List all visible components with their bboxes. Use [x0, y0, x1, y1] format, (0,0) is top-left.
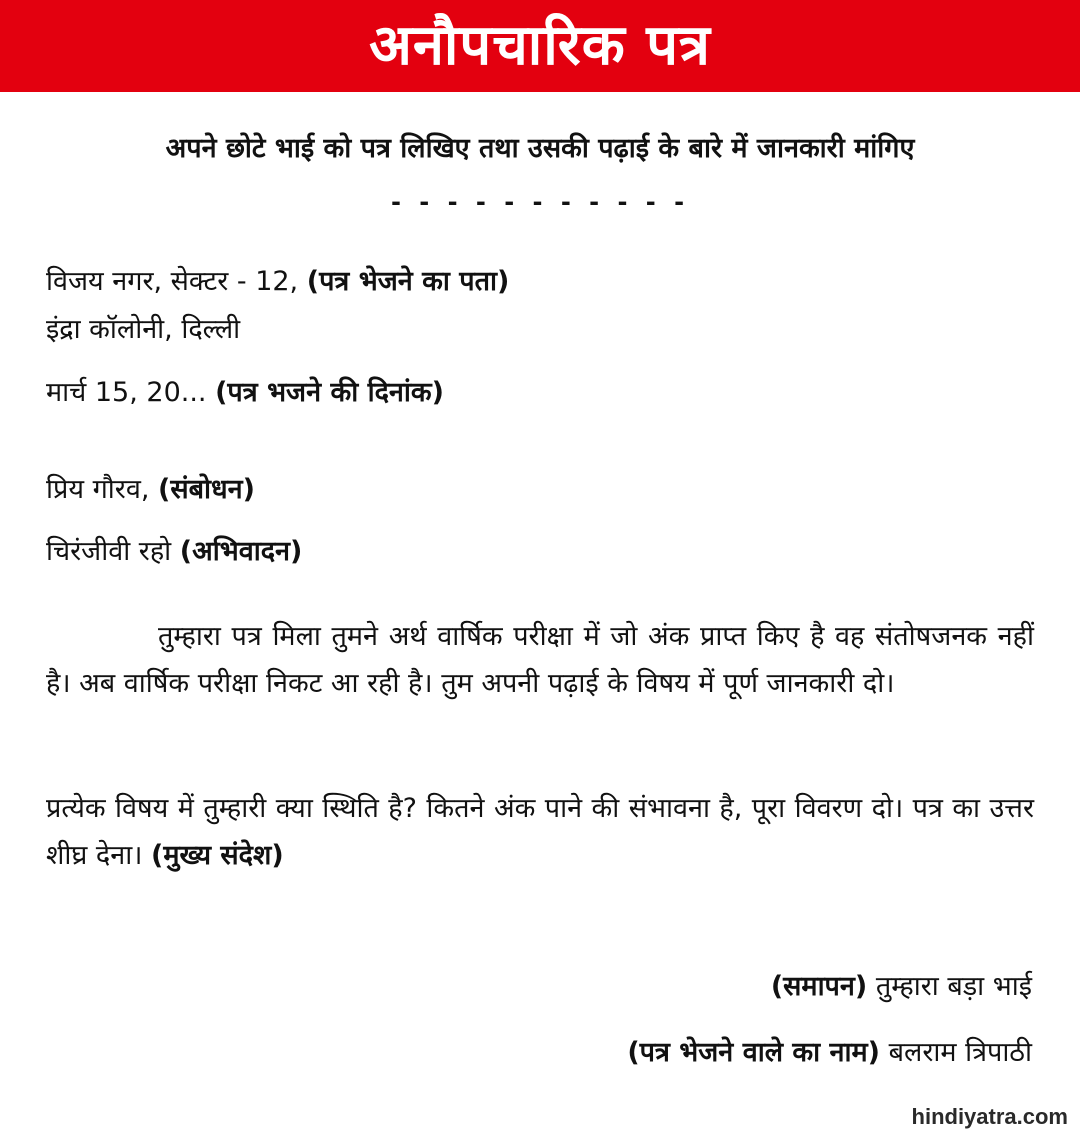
page-title: अनौपचारिक पत्र — [369, 13, 711, 78]
body-paragraph-2 — [46, 785, 1034, 879]
sender-line — [627, 1032, 1032, 1069]
address-line-1-text: विजय नगर, सेक्टर - 12, — [46, 266, 299, 297]
date-text: मार्च 15, 20... — [46, 377, 207, 408]
address-line-1 — [46, 266, 509, 298]
body-paragraph-2-text: प्रत्येक विषय में तुम्हारी क्या स्थिति है? कितने अंक पाने की संभावना है, पूरा विवरण दो। पत्र का उत्तर शीघ्र देना। — [46, 793, 1034, 871]
date-note: (पत्र भजने की दिनांक) — [215, 377, 444, 408]
closing-line — [771, 966, 1032, 1003]
sender-note: (पत्र भेजने वाले का नाम) — [627, 1037, 880, 1068]
salutation-note: (संबोधन) — [158, 474, 255, 505]
salutation-line — [46, 474, 255, 506]
greeting-note: (अभिवादन) — [179, 536, 303, 567]
divider: - - - - - - - - - - - — [390, 188, 690, 216]
salutation-text: प्रिय गौरव, — [46, 474, 150, 505]
closing-text: तुम्हारा बड़ा भाई — [875, 971, 1032, 1002]
closing-note: (समापन) — [770, 971, 868, 1002]
address-note: (पत्र भेजने का पता) — [306, 266, 510, 297]
greeting-line — [46, 536, 302, 568]
watermark-site: hindiyatra.com — [911, 1104, 1068, 1129]
address-line-2: इंद्रा कॉलोनी, दिल्ली — [46, 314, 241, 345]
letter-subject: अपने छोटे भाई को पत्र लिखिए तथा उसकी पढ़ाई के बारे में जानकारी मांगिए — [165, 133, 915, 164]
main-message-note: (मुख्य संदेश) — [151, 840, 284, 871]
title-banner — [0, 0, 1080, 92]
body-paragraph-1-text: तुम्हारा पत्र मिला तुमने अर्थ वार्षिक परीक्षा में जो अंक प्राप्त किए है वह संतोषजनक नहीं है। अब वार्षिक परीक्षा निकट आ रही है। तुम अपनी पढ़ाई के विषय में पूर्ण जानकारी दो। — [46, 621, 1034, 699]
greeting-text: चिरंजीवी रहो — [46, 536, 172, 567]
date-line — [46, 377, 444, 409]
sender-name: बलराम त्रिपाठी — [888, 1037, 1032, 1068]
body-paragraph-1 — [46, 613, 1034, 707]
